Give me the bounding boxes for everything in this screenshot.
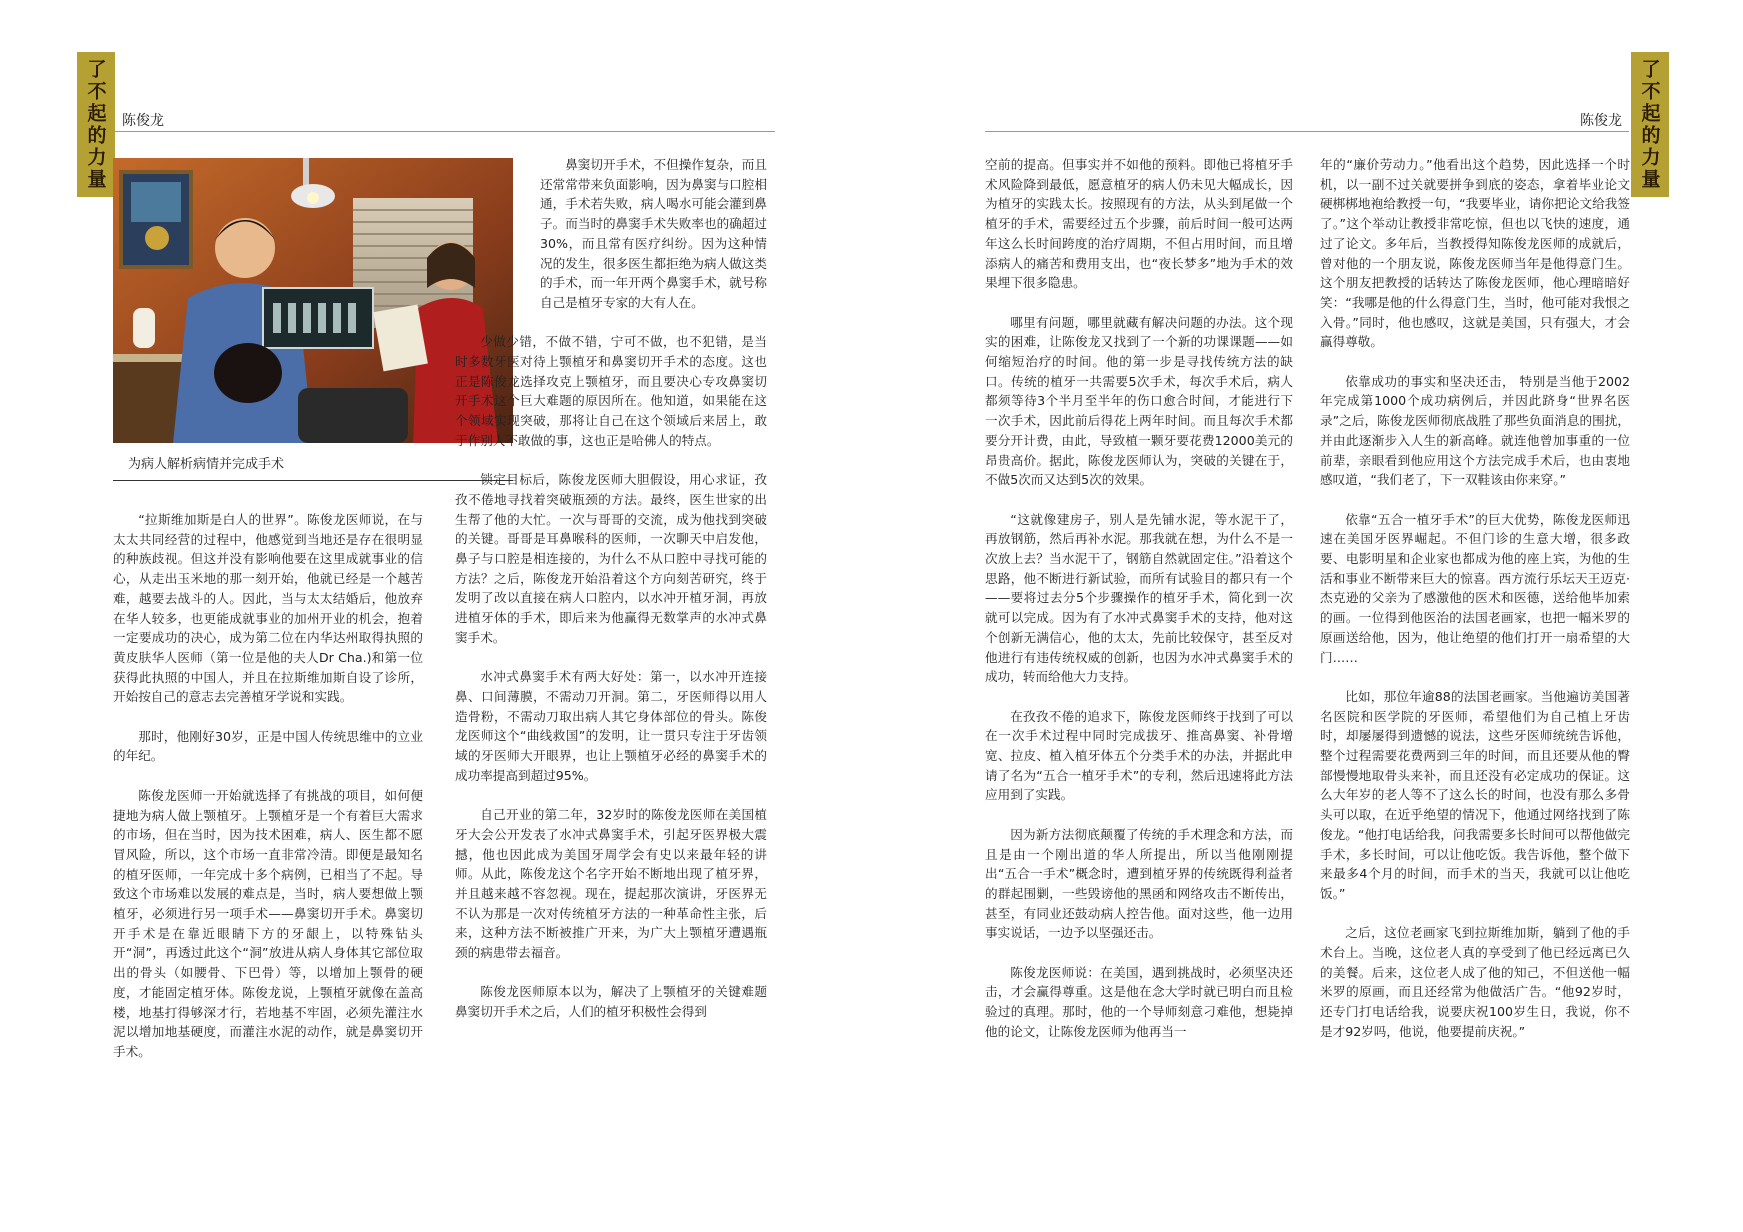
paragraph: “这就像建房子，别人是先铺水泥，等水泥干了，再放钢筋，然后再补水泥。那我就在想，为什么不是一次放上去？当水泥干了，钢筋自然就固定住。”沿着这个思路，他不断进行新试验，而所有试验目的都只有一个——要将过去分5个步骤操作的植牙手术，简化到一次就可以完成。因为有了水冲式鼻窦手术的支持，他对这个创新无满信心，他的太太，先前比较保守，甚至反对他进行有违传统权威的创新，也因为水冲式鼻窦手术的成功，转而给他大力支持。 xyxy=(985,511,1293,685)
paragraph: 之后，这位老画家飞到拉斯维加斯，躺到了他的手术台上。当晚，这位老人真的享受到了他已经远离已久的美餐。后来，这位老人成了他的知己，不但送他一幅米罗的原画，而且还经常为他做活广告。“他92岁时，还专门打电话给我，说要庆祝100岁生日，我说，你不是才92岁吗，他说，他要提前庆祝。” xyxy=(1320,925,1630,1039)
section-tab-label: 了不起的力量 xyxy=(84,58,107,191)
paragraph: 年的“廉价劳动力。”他看出这个趋势，因此选择一个时机，以一副不过关就要拼争到底的姿态，拿着毕业论文硬梆梆地袍给教授一句，“我要毕业，请你把论文给我签了。”这个举动让教授非常吃惊，但也以飞快的速度，通过了论文。多年后，当教授得知陈俊龙医师的成就后，曾对他的一个朋友说，陈俊龙医师当年是他得意门生。这个朋友把教授的话转达了陈俊龙医师，他心理暗暗好笑：“我哪是他的什么得意门生，当时，他可能对我恨之入骨。”同时，他也感叹，这就是美国，只有强大，才会赢得尊敬。 xyxy=(1320,157,1630,350)
article-column-2 xyxy=(455,155,767,1100)
paragraph: 因为新方法彻底颠覆了传统的手术理念和方法，而且是由一个刚出道的华人所提出，所以当他刚刚提出“五合一手术”概念时，遭到植牙界的传统既得利益者的群起围剿，一些毁谤他的黑函和网络攻击不断传出，甚至，有同业还鼓动病人控告他。面对这些，他一边用事实说话，一边予以坚强还击。 xyxy=(985,826,1293,941)
article-photo xyxy=(113,158,513,443)
section-tab-label: 了不起的力量 xyxy=(1638,58,1661,191)
header-rule xyxy=(985,131,1629,132)
photo-caption: 为病人解析病情并完成手术 xyxy=(128,457,285,472)
article-column-1 xyxy=(113,510,423,1100)
paragraph: 依靠成功的事实和坚决还击， 特别是当他于2002年完成第1000个成功病例后，并因此跻身“世界名医录”之后，陈俊龙医师彻底战胜了那些负面消息的围扰，并由此逐渐步入人生的新高峰。就连他曾加事重的一位前辈，亲眼看到他应用这个方法完成手术后，也由衷地感叹道，“我们老了，下一双鞋该由你来穿。” xyxy=(1320,373,1630,488)
paragraph: 陈俊龙医师说：在美国，遇到挑战时，必须坚决还击，才会赢得尊重。这是他在念大学时就已明白而且检验过的真理。那时，他的一个导师刻意刁难他，想毙掉他的论文，让陈俊龙医师为他再当一 xyxy=(985,964,1293,1039)
paragraph: 陈俊龙医师原本以为，解决了上颚植牙的关键难题鼻窦切开手术之后，人们的植牙积极性会得到 xyxy=(455,984,767,1020)
paragraph: 水冲式鼻窦手术有两大好处：第一，以水冲开连接鼻、口间薄膜，不需动刀开洞。第二，牙医师得以用人造骨粉，不需动刀取出病人其它身体部位的骨头。陈俊龙医师这个“曲线救国”的发明，让一贯只专注于牙齿领域的牙医师大开眼界，也让上颚植牙必经的鼻窦手术的成功率提高到超过95%。 xyxy=(455,669,767,783)
section-tab xyxy=(1631,52,1669,197)
paragraph: 哪里有问题，哪里就藏有解决问题的办法。这个现实的困难，让陈俊龙又找到了一个新的功课课题——如何缩短治疗的时间。他的第一步是寻找传统方法的缺口。传统的植牙一共需要5次手术，每次手术后，病人都须等待3个半月至半年的伤口愈合时间，才能进行下一次手术，因此前后得花上两年时间。而且每次手术都要分开计费，由此，导致植一颗牙要花费12000美元的昂贵高价。据此，陈俊龙医师认为，突破的关键在于，不做5次而又达到5次的效果。 xyxy=(985,314,1293,488)
paragraph: 那时，他刚好30岁，正是中国人传统思维中的立业的年纪。 xyxy=(113,728,423,764)
author-name: 陈俊龙 xyxy=(122,113,164,129)
paragraph: 空前的提高。但事实并不如他的预料。即他已将植牙手术风险降到最低，愿意植牙的病人仍未见大幅成长，因为植牙的实践太长。按照现有的方法，从头到尾做一个植牙的手术，需要经过五个步骤，前后时间一般可达两年这么长时间跨度的治疗周期，不但占用时间，而且增添病人的痛苦和费用支出，也“夜长梦多”地为手术的效果埋下很多隐患。 xyxy=(985,157,1293,291)
paragraph: 鼻窦切开手术，不但操作复杂，而且还常常带来负面影响，因为鼻窦与口腔相通，手术若失败，病人喝水可能会灌到鼻子。而当时的鼻窦手术失败率也的确超过30%，而且常有医疗纠纷。因为这种情况的发生，很多医生都拒绝为病人做这类的手术，而一年开两个鼻窦手术，就号称自己是植牙专家的大有人在。 xyxy=(540,157,767,310)
paragraph: 比如，那位年逾88的法国老画家。当他遍访美国著名医院和医学院的牙医师，希望他们为自己植上牙齿时，却屡屡得到遗憾的说法，这些牙医师统统告诉他，整个过程需要花费两到三年的时间，而且还要从他的臀部慢慢地取骨头来补，而且还没有必定成功的保证。这么大年岁的老人等不了这么长的时间，也没有那么多骨头可以取，在近乎绝望的情况下，他通过网络找到了陈俊龙。“他打电话给我，问我需要多长时间可以帮他做完手术，多长时间，可以让他吃饭。我告诉他，整个做下来最多4个月的时间，而手术的当天，我就可以让他吃饭。” xyxy=(1320,688,1630,901)
author-name: 陈俊龙 xyxy=(1580,113,1622,129)
article-column-3 xyxy=(985,155,1293,1100)
paragraph: 锁定目标后，陈俊龙医师大胆假设，用心求证，孜孜不倦地寻找着突破瓶颈的方法。最终，医生世家的出生帮了他的大忙。一次与哥哥的交流，成为他找到突破的关键。哥哥是耳鼻喉科的医师，一次聊天中启发他，鼻子与口腔是相连接的，为什么不从口腔中寻找可能的方法？之后，陈俊龙开始沿着这个方向刻苦研究，终于发明了改以直接在病人口腔内，以水冲开植牙洞，再放进植牙体的手术，即后来为他赢得无数掌声的水冲式鼻窦手术。 xyxy=(455,472,767,645)
paragraph: 自己开业的第二年，32岁时的陈俊龙医师在美国植牙大会公开发表了水冲式鼻窦手术，引起牙医界极大震撼，他也因此成为美国牙周学会有史以来最年轻的讲师。从此，陈俊龙这个名字开始不断地出现了植牙界，并且越来越不容忽视。现在，提起那次演讲，牙医界无不认为那是一次对传统植牙方法的一种革命性主张，后来，这种方法不断被推广开来，为广大上颚植牙遭遇瓶颈的病患带去福音。 xyxy=(455,807,767,961)
dental-clinic-illustration xyxy=(113,158,513,443)
header-rule xyxy=(113,131,775,132)
paragraph: 在孜孜不倦的追求下，陈俊龙医师终于找到了可以在一次手术过程中同时完成拔牙、推高鼻窦、补骨增宽、拉皮、植入植牙体五个分类手术的办法，并据此申请了名为“五合一植牙手术”的专利，然后迅速将此方法应用到了实践。 xyxy=(985,708,1293,803)
caption-rule xyxy=(113,480,513,481)
section-tab xyxy=(77,52,115,197)
paragraph: 少做少错，不做不错，宁可不做，也不犯错，是当时多数牙医对待上颚植牙和鼻窦切开手术的态度。这也正是陈俊龙选择攻克上颚植牙，而且要决心专攻鼻窦切开手术这个巨大难题的原因所在。他知道，如果能在这个领域实现突破，那将让自己在这个领域后来居上，敢于作别人不敢做的事，这也正是哈佛人的特点。 xyxy=(455,334,767,448)
paragraph: 依靠“五合一植牙手术”的巨大优势，陈俊龙医师迅速在美国牙医界崛起。不但门诊的生意大增，很多政要、电影明星和企业家也都成为他的座上宾，为他的生活和事业不断带来巨大的惊喜。西方流行乐坛天王迈克·杰克逊的父亲为了感激他的医术和医德，送给他毕加索的画。一位得到他医治的法国老画家，也把一幅米罗的原画送给他，因为，他让绝望的他们打开一扇希望的大门…… xyxy=(1320,511,1630,665)
paragraph: “拉斯维加斯是白人的世界”。陈俊龙医师说，在与太太共同经营的过程中，他感觉到当地还是存在很明显的种族歧视。但这并没有影响他要在这里成就事业的信心，从走出玉米地的那一刻开始，他就已经是一个越苦难，越要去战斗的人。因此，当与太太结婚后，他放弃在华人较多，也更能成就事业的加州开业的机会，抱着一定要成功的决心，成为第二位在内华达州取得执照的黄皮肤华人医师（第一位是他的夫人Dr Cha.)和第一位获得此执照的中国人，并且在拉斯维加斯自设了诊所，开始按自己的意志去完善植牙学说和实践。 xyxy=(113,512,423,705)
article-column-4 xyxy=(1320,155,1630,1100)
paragraph: 陈俊龙医师一开始就选择了有挑战的项目，如何便捷地为病人做上颚植牙。上颚植牙是一个有着巨大需求的市场，但在当时，因为技术困难，病人、医生都不愿冒风险，所以，这个市场一直非常冷清。即便是最知名的植牙医师，一年完成十多个病例，已相当了不起。导致这个市场难以发展的难点是，当时，病人要想做上颚植牙，必须进行另一项手术——鼻窦切开手术。鼻窦切开手术是在靠近眼睛下方的牙龈上，以特殊钻头开“洞”，再透过此这个“洞”放进从病人身体其它部位取出的骨头（如腰骨、下巴骨）等，以增加上颚骨的硬度，才能固定植牙体。陈俊龙说，上颚植牙就像在盖高楼，地基打得够深才行，若地基不牢固，必须先灌注水泥以增加地基硬度，而灌注水泥的动作，就是鼻窦切开手术。 xyxy=(113,787,423,1059)
